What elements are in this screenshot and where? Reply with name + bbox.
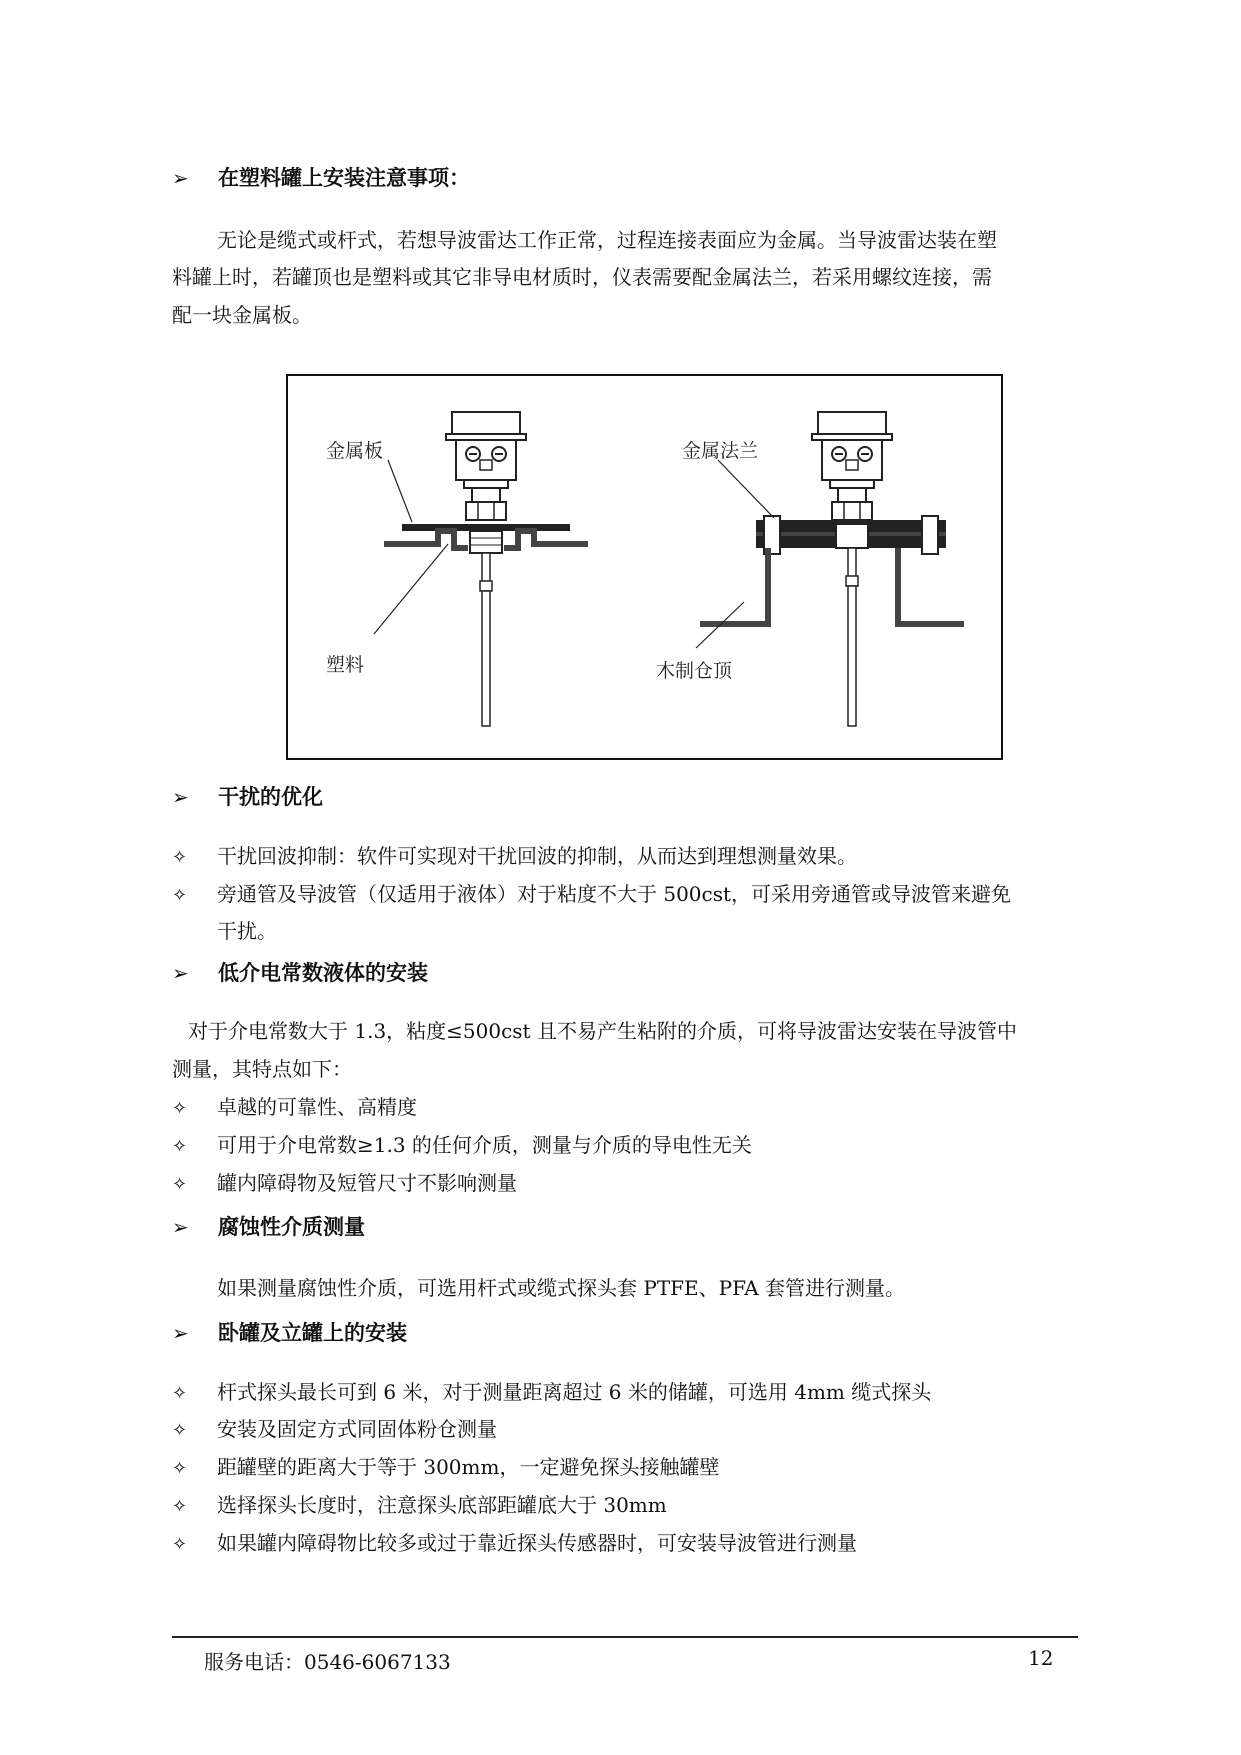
- heading-text: 腐蚀性介质测量: [218, 1215, 365, 1239]
- list-item: ✧ 距罐壁的距离大于等于 300mm，一定避免探头接触罐壁: [172, 1449, 719, 1487]
- diamond-bullet-icon: ✧: [172, 1174, 188, 1195]
- diamond-bullet-icon: ✧: [172, 1458, 188, 1479]
- section-heading-plastic: [172, 163, 470, 193]
- section-heading-tanks: [172, 1318, 407, 1348]
- list-item: ✧ 干扰回波抑制：软件可实现对干扰回波的抑制，从而达到理想测量效果。: [172, 838, 857, 876]
- diamond-bullet-icon: ✧: [172, 1534, 188, 1555]
- arrow-bullet-icon: ➢: [172, 1215, 189, 1239]
- section-heading-low-dielectric: [172, 958, 428, 988]
- list-item: ✧ 罐内障碍物及短管尺寸不影响测量: [172, 1165, 517, 1203]
- diamond-bullet-icon: ✧: [172, 1383, 188, 1404]
- list-item: ✧ 杆式探头最长可到 6 米，对于测量距离超过 6 米的储罐，可选用 4mm 缆式探头: [172, 1374, 931, 1412]
- list-item: ✧ 卓越的可靠性、高精度: [172, 1089, 417, 1127]
- diamond-bullet-icon: ✧: [172, 885, 188, 906]
- section-heading-interference: [172, 782, 323, 812]
- list-item-continuation: 干扰。: [217, 919, 277, 943]
- arrow-bullet-icon: ➢: [172, 785, 189, 809]
- paragraph-line: 无论是缆式或杆式，若想导波雷达工作正常，过程连接表面应为金属。当导波雷达装在塑: [217, 228, 997, 252]
- paragraph-line: 测量，其特点如下：: [172, 1057, 352, 1081]
- heading-text: 卧罐及立罐上的安装: [218, 1321, 407, 1345]
- paragraph-line: 如果测量腐蚀性介质，可选用杆式或缆式探头套 PTFE、PFA 套管进行测量。: [217, 1276, 906, 1300]
- heading-text: 干扰的优化: [218, 785, 323, 809]
- heading-text: 在塑料罐上安装注意事项：: [218, 166, 470, 190]
- label-metal-plate: 金属板: [326, 440, 384, 462]
- left-radar-device: [374, 412, 588, 726]
- list-item: ✧ 选择探头长度时，注意探头底部距罐底大于 30mm: [172, 1487, 667, 1525]
- arrow-bullet-icon: ➢: [172, 166, 189, 190]
- heading-text: 低介电常数液体的安装: [218, 961, 428, 985]
- diamond-bullet-icon: ✧: [172, 1136, 188, 1157]
- list-item: ✧ 旁通管及导波管（仅适用于液体）对于粘度不大于 500cst，可采用旁通管或导波管来避免: [172, 876, 1011, 914]
- paragraph-line: 料罐上时，若罐顶也是塑料或其它非导电材质时，仪表需要配金属法兰，若采用螺纹连接，需: [172, 265, 992, 289]
- diamond-bullet-icon: ✧: [172, 1098, 188, 1119]
- installation-diagram: [286, 374, 1003, 760]
- section-heading-corrosive: [172, 1212, 365, 1242]
- diamond-bullet-icon: ✧: [172, 847, 188, 868]
- diagram-svg: [288, 376, 1001, 758]
- footer-phone: 服务电话：0546-6067133: [204, 1650, 451, 1674]
- label-metal-flange: 金属法兰: [682, 440, 759, 462]
- arrow-bullet-icon: ➢: [172, 961, 189, 985]
- arrow-bullet-icon: ➢: [172, 1321, 189, 1345]
- list-item: ✧ 如果罐内障碍物比较多或过于靠近探头传感器时，可安装导波管进行测量: [172, 1525, 857, 1563]
- label-wood-roof: 木制仓顶: [656, 660, 733, 682]
- footer-divider: [172, 1636, 1078, 1638]
- list-item: ✧ 可用于介电常数≥1.3 的任何介质，测量与介质的导电性无关: [172, 1127, 752, 1165]
- page-number: 12: [1028, 1646, 1054, 1670]
- list-item: ✧ 安装及固定方式同固体粉仓测量: [172, 1411, 497, 1449]
- label-plastic: 塑料: [326, 654, 365, 676]
- paragraph-line: 配一块金属板。: [172, 303, 312, 327]
- diamond-bullet-icon: ✧: [172, 1496, 188, 1517]
- diamond-bullet-icon: ✧: [172, 1420, 188, 1441]
- paragraph-line: 对于介电常数大于 1.3，粘度≤500cst 且不易产生粘附的介质，可将导波雷达安装在导波管中: [188, 1019, 1017, 1043]
